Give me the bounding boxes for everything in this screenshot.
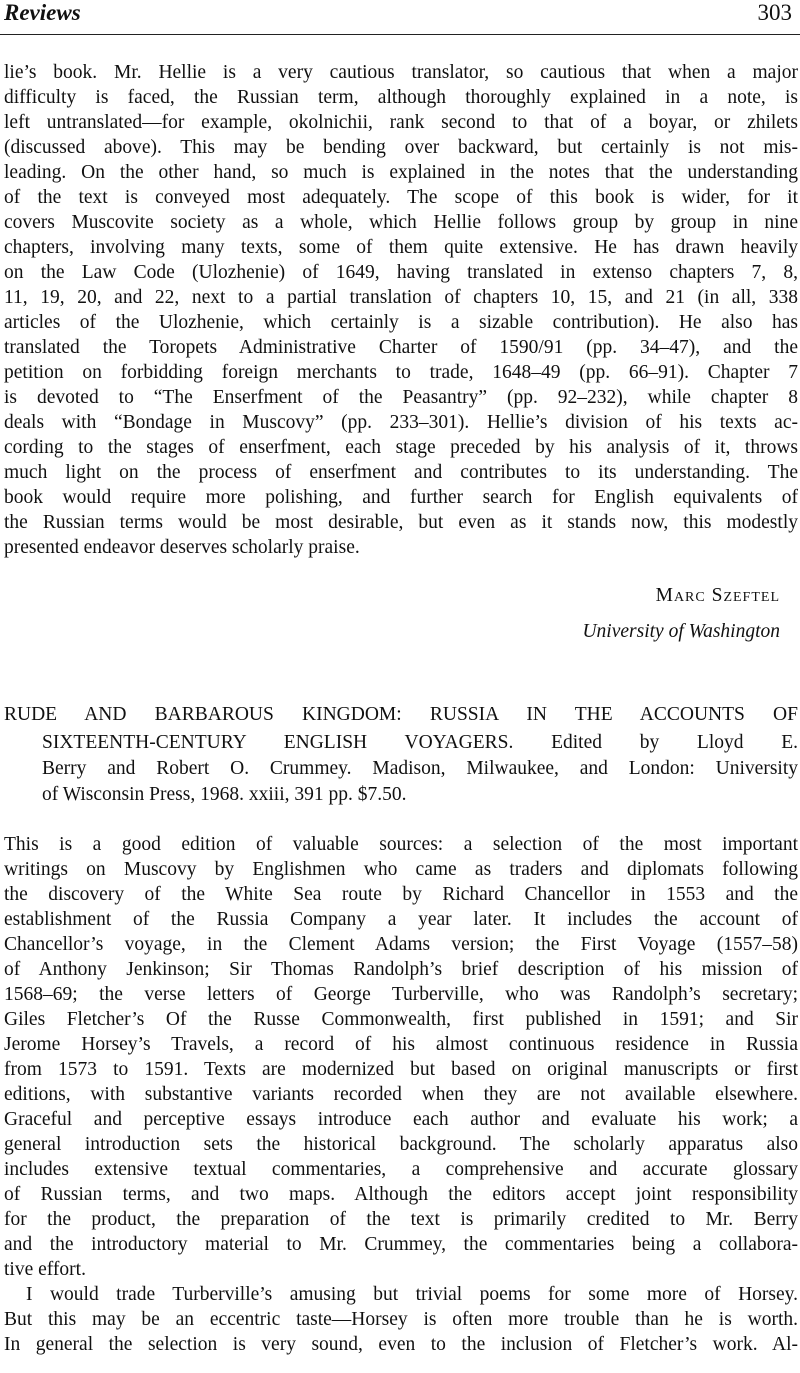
text-line: deals with “Bondage in Muscovy” (pp. 233–301). Hellie’s division of his texts ac- [4, 412, 798, 433]
section-title: Reviews [4, 0, 81, 25]
text-line: of Anthony Jenkinson; Sir Thomas Randolph’s brief description of his mission of [4, 959, 798, 980]
reviewer-name: Marc Szeftel [655, 585, 780, 606]
text-line: is devoted to “The Enserfment of the Peasantry” (pp. 92–232), while chapter 8 [4, 387, 798, 408]
text-line: Chancellor’s voyage, in the Clement Adams version; the First Voyage (1557–58) [4, 934, 798, 955]
text-line: and the introductory material to Mr. Crummey, the commentaries being a collabora- [4, 1234, 798, 1255]
text-line: tive effort. [4, 1259, 86, 1280]
text-line: much light on the process of enserfment and contributes to its understanding. The [4, 462, 798, 483]
text-line: cording to the stages of enserfment, each stage preceded by his analysis of it, throws [4, 437, 798, 458]
text-line: covers Muscovite society as a whole, which Hellie follows group by group in nine [4, 212, 798, 233]
text-line: the discovery of the White Sea route by Richard Chancellor in 1553 and the [4, 884, 798, 905]
text-line: editions, with substantive variants recorded when they are not available elsewhere. [4, 1084, 798, 1105]
citation-line: of Wisconsin Press, 1968. xxiii, 391 pp. $7.50. [42, 784, 407, 805]
text-line: Jerome Horsey’s Travels, a record of his almost continuous residence in Russia [4, 1034, 798, 1055]
text-line: left untranslated—for example, okolnichii, rank second to that of a boyar, or zhilets [4, 112, 798, 133]
citation-line: SIXTEENTH-CENTURY ENGLISH VOYAGERS. Edited by Lloyd E. [42, 732, 798, 753]
text-line: for the product, the preparation of the text is primarily credited to Mr. Berry [4, 1209, 798, 1230]
text-line: lie’s book. Mr. Hellie is a very cautious translator, so cautious that when a major [4, 62, 798, 83]
text-line: writings on Muscovy by Englishmen who came as traders and diplomats following [4, 859, 798, 880]
text-line: on the Law Code (Ulozhenie) of 1649, having translated in extenso chapters 7, 8, [4, 262, 798, 283]
text-line: translated the Toropets Administrative Charter of 1590/91 (pp. 34–47), and the [4, 337, 798, 358]
citation-line: RUDE AND BARBAROUS KINGDOM: RUSSIA IN THE ACCOUNTS OF [4, 704, 798, 725]
text-line: establishment of the Russia Company a year later. It includes the account of [4, 909, 798, 930]
text-line: of the text is conveyed most adequately. The scope of this book is wider, for it [4, 187, 798, 208]
text-line: presented endeavor deserves scholarly praise. [4, 537, 360, 558]
text-line: I would trade Turberville’s amusing but trivial poems for some more of Horsey. [26, 1284, 798, 1305]
text-line: Graceful and perceptive essays introduce each author and evaluate his work; a [4, 1109, 798, 1130]
text-line: 11, 19, 20, and 22, next to a partial translation of chapters 10, 15, and 21 (in all, 338 [4, 287, 798, 308]
text-line: includes extensive textual commentaries, a comprehensive and accurate glossary [4, 1159, 798, 1180]
text-line: (discussed above). This may be bending over backward, but certainly is not mis- [4, 137, 798, 158]
text-line: the Russian terms would be most desirable, but even as it stands now, this modestly [4, 512, 798, 533]
text-line: leading. On the other hand, so much is explained in the notes that the understanding [4, 162, 798, 183]
text-line: chapters, involving many texts, some of them quite extensive. He has drawn heavily [4, 237, 798, 258]
text-line: book would require more polishing, and further search for English equivalents of [4, 487, 798, 508]
text-line: But this may be an eccentric taste—Horsey is often more trouble than he is worth. [4, 1309, 798, 1330]
text-line: of Russian terms, and two maps. Although the editors accept joint responsibility [4, 1184, 798, 1205]
text-line: Giles Fletcher’s Of the Russe Commonwealth, first published in 1591; and Sir [4, 1009, 798, 1030]
text-line: 1568–69; the verse letters of George Turberville, who was Randolph’s secretary; [4, 984, 798, 1005]
text-line: from 1573 to 1591. Texts are modernized but based on original manuscripts or first [4, 1059, 798, 1080]
citation-line: Berry and Robert O. Crummey. Madison, Milwaukee, and London: University [42, 758, 798, 779]
reviewer-affiliation: University of Washington [582, 621, 780, 642]
page-number: 303 [757, 0, 792, 25]
text-line: general introduction sets the historical background. The scholarly apparatus also [4, 1134, 798, 1155]
text-line: This is a good edition of valuable sources: a selection of the most important [4, 834, 798, 855]
text-line: In general the selection is very sound, even to the inclusion of Fletcher’s work. Al- [4, 1334, 798, 1355]
running-header [0, 0, 800, 35]
text-line: difficulty is faced, the Russian term, although thoroughly explained in a note, is [4, 87, 798, 108]
text-line: articles of the Ulozhenie, which certainly is a sizable contribution). He also has [4, 312, 798, 333]
text-line: petition on forbidding foreign merchants to trade, 1648–49 (pp. 66–91). Chapter 7 [4, 362, 798, 383]
